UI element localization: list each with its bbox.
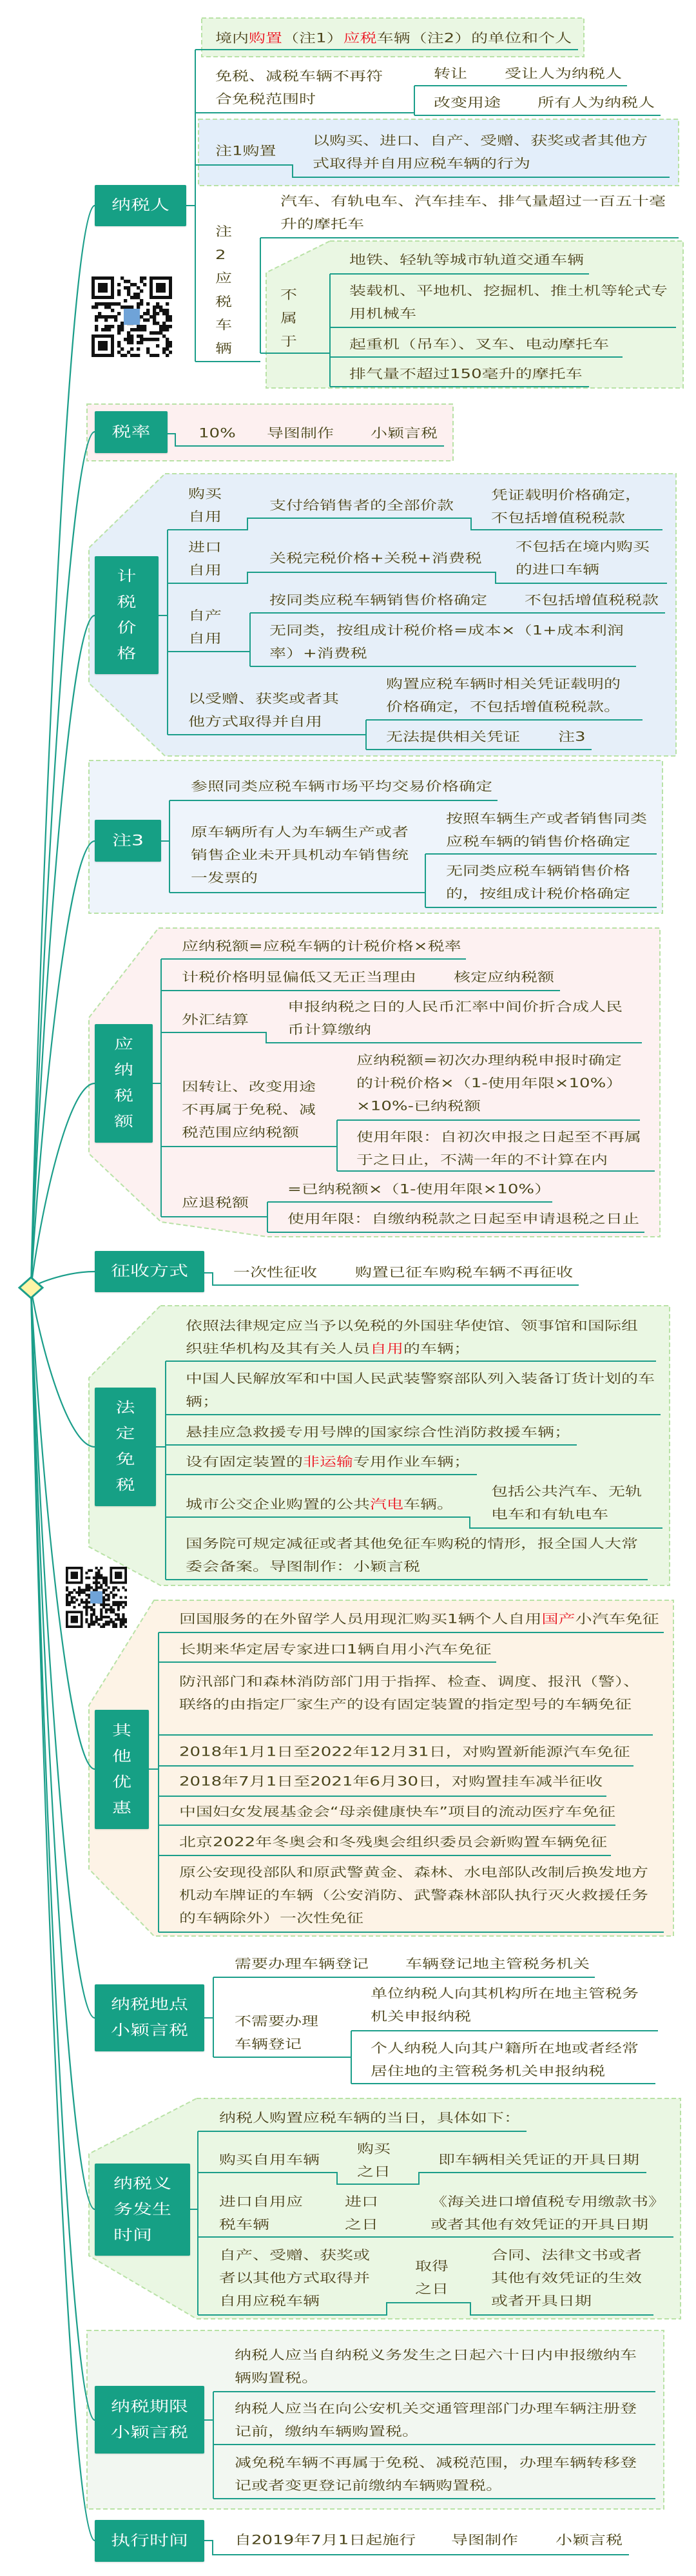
qr-code [92,276,172,357]
highlight-text: 国产 [541,1612,575,1627]
refund-label: 应退税额 [182,1196,249,1210]
category-label: 应纳税额 [114,1036,133,1130]
effective-date: 自2019年7月1日起施行 [235,2533,416,2548]
import-note: 不包括在境内购买 的进口车辆 [516,539,650,577]
text: 专用作业车辆； [353,1455,471,1469]
registered-place: 车辆登记地主管税务机关 [405,1957,590,1971]
category-deadline[interactable] [95,2386,204,2454]
category-taxable-price[interactable] [95,556,159,674]
other-acquire-label: 以受赠、获奖或者其 他方式取得并自用 [188,692,340,730]
obligation-purchase-label: 购买自用车辆 [219,2153,320,2167]
note3-item: 原车辆所有人为车辆生产或者 销售企业未开具机动车销售统 一发票的 [191,825,409,886]
deadline-item: 纳税人应当自纳税义务发生之日起六十日内申报缴纳车 辆购置税。 [235,2348,637,2386]
category-label: 纳税人 [111,197,169,214]
relief-item: 长期来华定居专家进口1辆自用小汽车免征 [179,1642,492,1657]
root-diamond-icon[interactable] [19,1277,43,1298]
other-acquire-rule2: 无法提供相关凭证 [386,730,521,744]
collection-note: 购置已征车购税车辆不再征收 [355,1265,574,1280]
text: 车辆。 [403,1497,454,1512]
exempt-change-text: 免税、减税车辆不再符 合免税范围时 [215,69,383,107]
category-label: 纳税地点 小颖言税 [111,1996,188,2039]
change-use-payer: 所有人为纳税人 [537,95,655,110]
obligation-other-note: 合同、法律文书或者 其他有效凭证的生效 或者开具日期 [491,2248,643,2309]
change-formula: 应纳税额=初次办理纳税申报时确定 的计税价格×（1-使用年限×10%） ×10%-已纳税额 [356,1053,623,1114]
exemption-item [186,1315,638,1361]
change-years: 使用年限：自初次申报之日起至不再属 于之日止，不满一年的不计算在内 [356,1130,642,1168]
note1-label: 注1购置 [215,144,276,159]
deadline-item: 减免税车辆不再属于免税、减税范围，办理车辆转移登 记或者变更登记前缴纳车辆购置税。 [235,2455,637,2494]
excludes-item: 起重机（吊车）、叉车、电动摩托车 [349,337,610,352]
low-price-result: 核定应纳税额 [454,970,555,985]
taxpayer-definition [215,27,572,50]
category-tax-rate[interactable] [95,411,168,453]
category-label: 征收方式 [111,1263,188,1280]
category-label: 纳税义 务发生 时间 [113,2175,171,2244]
relief-item: 2018年1月1日至2022年12月31日，对购置新能源汽车免征 [179,1745,630,1759]
payable-formula: 应纳税额=应税车辆的计税价格×税率 [182,939,461,954]
tax-rate-value: 10% [198,426,236,441]
note2-excludes-label: 不属于 [280,287,298,349]
other-acquire-rule1: 购置应税车辆时相关凭证载明的 价格确定，不包括增值税税款。 [386,677,621,715]
relief-item: 2018年7月1日至2021年6月30日，对购置挂车减半征收 [179,1774,603,1789]
highlight-text: 应税 [343,31,377,46]
text: （注1） [282,31,343,46]
change-label: 因转让、改变用途 不再属于免税、减 税范围应纳税额 [182,1080,316,1140]
deadline-item: 纳税人应当在向公安机关交通管理部门办理车辆注册登 记前，缴纳车辆购置税。 [235,2401,637,2439]
change-use-label: 改变用途 [434,95,501,110]
exemption-item-note: 包括公共汽车、无轨 电车和有轨电车 [491,1484,643,1522]
qr-logo-icon [90,1591,102,1603]
highlight-text: 非运输 [303,1455,354,1469]
qr-logo-icon [124,309,140,325]
trunk-connector [31,1288,95,1769]
note3-subitem: 按照车辆生产或者销售同类 应税车辆的销售价格确定 [446,811,648,849]
category-label: 纳税期限 小颖言税 [111,2398,188,2441]
trunk-connector [31,206,95,1288]
category-label: 税率 [111,423,151,441]
text: 境内 [215,31,249,46]
category-tax-location[interactable] [95,1984,204,2051]
note3-item: 参照同类应税车辆市场平均交易价格确定 [191,779,493,794]
obligation-import-label: 进口自用应 税车辆 [219,2194,304,2232]
category-obligation-time[interactable] [95,2164,190,2256]
note1-text: 以购买、进口、自产、受赠、获奖或者其他方 式取得并自用应税车辆的行为 [313,133,648,171]
credit-text: 导图制作 [267,426,334,441]
category-label: 其他优惠 [112,1722,131,1817]
obligation-import-note: 《海关进口增值税专用缴款书》 或者其他有效凭证的开具日期 [430,2194,666,2232]
text: 小汽车免征 [575,1612,659,1627]
note3-reference[interactable]: 注3 [558,730,586,744]
excludes-item: 地铁、轻轨等城市轨道交通车辆 [349,253,585,267]
unregistered-label: 不需要办理 车辆登记 [235,2014,319,2052]
individual-place: 个人纳税人向其户籍所在地或者经常 居住地的主管税务机关申报纳税 [371,2041,639,2079]
relief-item: 防汛部门和森林消防部门用于指挥、检查、调度、报汛（警）、 联络的由指定厂家生产的设有固定装置的指定型号的车辆免征 [179,1674,641,1712]
note2-includes: 汽车、有轨电车、汽车挂车、排气量超过一百五十毫 升的摩托车 [280,194,666,232]
category-taxpayer[interactable] [95,185,186,226]
trunk-connector [31,1288,95,2541]
self-made-rule1: 按同类应税车辆销售价格确定 [269,593,488,608]
purchase-label: 购买 自用 [188,487,222,525]
trunk-connector [31,841,95,1288]
text: 回国服务的在外留学人员用现汇购买1辆个人自用 [179,1612,542,1627]
category-collection[interactable] [95,1251,204,1292]
relief-item: 原公安现役部队和原武警黄金、森林、水电部队改制后换发地方 机动车牌证的车辆（公安消防、武警森林部队执行灭火救援任务 的车辆除外）一次性免征 [179,1865,649,1926]
obligation-intro: 纳税人购置应税车辆的当日，具体如下： [219,2111,521,2126]
excludes-item: 排气量不超过150毫升的摩托车 [349,367,583,382]
text: 设有固定装置的 [186,1455,304,1469]
text: 车辆（注2）的单位和个人 [376,31,572,46]
highlight-text: 自用 [370,1342,404,1357]
category-label: 执行时间 [111,2532,188,2550]
exemption-item [186,1493,454,1516]
exemption-item: 国务院可规定减征或者其他免征车购税的情形，报全国人大常 委会备案。导图制作：小颖言税 [186,1536,639,1574]
import-rule: 关税完税价格+关税+消费税 [269,551,482,566]
relief-item: 中国妇女发展基金会“母亲健康快车”项目的流动医疗车免征 [179,1805,615,1819]
qr-code [66,1567,127,1628]
unit-place: 单位纳税人向其机构所在地主管税务 机关申报纳税 [371,1986,639,2024]
obligation-other-day: 取得 之日 [415,2259,449,2297]
import-label: 进口 自用 [188,540,222,578]
text: 的车辆； [403,1342,471,1357]
credit-author: 小颖言税 [556,2533,623,2548]
transfer-payer: 受让人为纳税人 [505,66,623,81]
category-label: 法定免税 [115,1399,135,1494]
exemption-item [186,1451,470,1474]
purchase-note: 凭证载明价格确定， 不包括增值税税款 [491,488,643,526]
category-note3[interactable] [95,820,161,862]
low-price: 计税价格明显偏低又无正当理由 [182,970,417,985]
self-made-rule2: 无同类，按组成计税价格=成本×（1+成本利润 率）+消费税 [269,623,624,661]
obligation-import-day: 进口 之日 [345,2194,379,2232]
category-label: 计税价格 [117,568,137,663]
registered-label: 需要办理车辆登记 [235,1957,369,1971]
category-tax-payable[interactable] [95,1024,153,1143]
self-made-label: 自产 自用 [188,608,222,646]
refund-formula: =已纳税额×（1-使用年限×10%） [287,1182,552,1197]
trunk-connector [31,1083,95,1288]
category-effective[interactable] [95,2520,204,2562]
self-made-note1: 不包括增值税税款 [525,593,659,608]
transfer-label: 转让 [434,66,468,81]
highlight-text: 购置 [249,31,283,46]
note2-label: 注2应税车辆 [215,224,233,356]
text: 城市公交企业购置的公共 [186,1497,371,1512]
credit-author: 小颖言税 [371,426,438,441]
credit-text: 导图制作 [451,2533,519,2548]
trunk-connector [31,1288,95,2420]
exemption-item: 中国人民解放军和中国人民武装警察部队列入装备订货计划的车 辆； [186,1371,655,1409]
category-statutory-exemption[interactable] [95,1388,156,1506]
collection-method: 一次性征收 [233,1265,318,1280]
exemption-item: 悬挂应急救援专用号牌的国家综合性消防救援车辆； [186,1425,572,1440]
category-label: 注3 [111,832,144,849]
text: 依照法律规定应当予以免税的外国驻华使馆、领事馆和国际组 织驻华机构及其有关人员 [186,1319,639,1357]
obligation-purchase-note: 即车辆相关凭证的开具日期 [438,2153,640,2167]
relief-item [179,1608,659,1631]
relief-item: 北京2022年冬奥会和冬残奥会组织委员会新购置车辆免征 [179,1835,608,1850]
refund-years: 使用年限：自缴纳税款之日起至申请退税之日止 [287,1212,640,1226]
highlight-text: 汽电 [370,1497,404,1512]
category-other-relief[interactable] [95,1710,149,1829]
forex-label: 外汇结算 [182,1012,249,1027]
purchase-rule: 支付给销售者的全部价款 [269,498,454,513]
note3-subitem: 无同类应税车辆销售价格 的，按组成计税价格确定 [446,864,631,902]
excludes-item: 装载机、平地机、挖掘机、推土机等轮式专 用机械车 [349,284,668,322]
obligation-other-label: 自产、受赠、获奖或 者以其他方式取得并 自用应税车辆 [219,2248,371,2309]
forex-rule: 申报纳税之日的人民币汇率中间价折合成人民 币计算缴纳 [287,1000,623,1038]
obligation-purchase-day: 购买 之日 [357,2142,391,2180]
